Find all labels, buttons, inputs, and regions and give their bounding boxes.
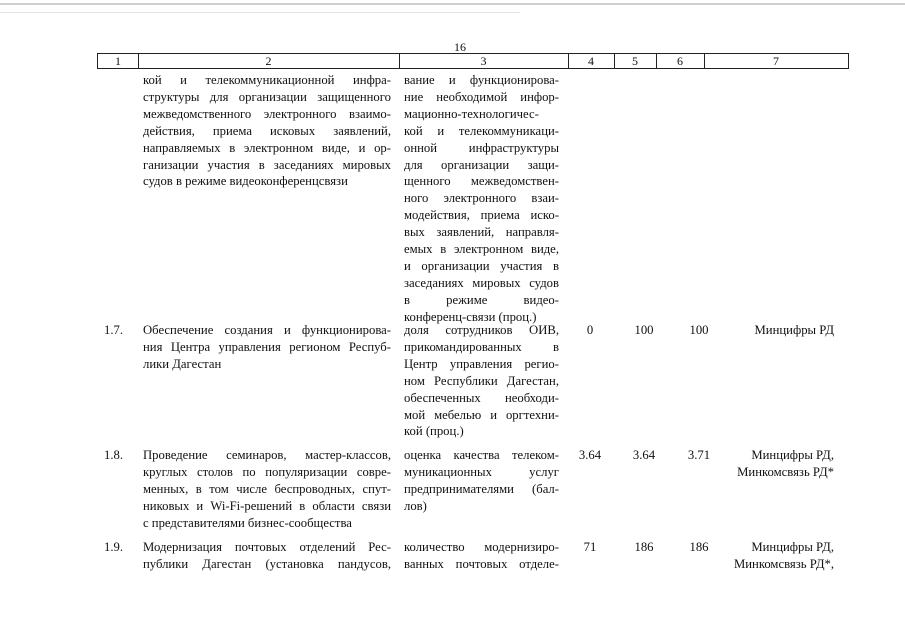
row-activity-text: Проведение семинаров, мастер-классов, круглых столов по популяризации совре- менных, в том числе беспроводных, спут- никовых и Wi-Fi-решений в области связи с представителями бизнес-сообщества: [143, 448, 391, 530]
row-number: 1.8.: [104, 448, 124, 462]
row-value-col6: 3.71: [687, 448, 711, 462]
header-col-5: 5: [632, 54, 638, 68]
row-number: 1.9.: [104, 540, 124, 554]
row-value-col6: 186: [689, 540, 709, 554]
scan-edge-line-secondary: [0, 12, 520, 13]
table-header-row: [97, 53, 849, 69]
row-activity-text: Модернизация почтовых отделений Рес- публики Дагестан (установка пандусов,: [143, 540, 391, 571]
row-value-col4: 71: [583, 540, 597, 554]
row-value-col5: 3.64: [632, 448, 656, 462]
row-indicator-text: количество модернизиро- ванных почтовых отделе-: [404, 540, 559, 571]
header-col-6: 6: [677, 54, 683, 68]
row-indicator-text: оценка качества телеком- муникационных услуг предпринимателями (бал- лов): [404, 448, 559, 513]
header-col-3: 3: [480, 54, 487, 68]
row-value-col4: 3.64: [578, 448, 602, 462]
row-indicator-text: доля сотрудников ОИВ, прикомандированных в Центр управления регио- ном Республики Дагестан, обеспеченных необходи- мой мебелью и оргтехни- кой (проц.): [404, 323, 559, 439]
scan-edge-line: [0, 3, 905, 5]
header-col-2: 2: [265, 54, 272, 68]
page-number: 16: [454, 40, 466, 54]
row-value-col4: 0: [586, 323, 594, 337]
row-activity-text: Обеспечение создания и функционирова- ния Центра управления регионом Респуб- лики Дагестан: [143, 323, 391, 371]
row-value-col5: 100: [634, 323, 654, 337]
cont-col3-text: вание и функционирова- ние необходимой инфор- мационно-технологичес- кой и телекоммуникаци- онной инфраструктуры для организации защи- щенного межведомствен- ного электронного взаи- модействия, приема иско- вых заявлений, направля- емых в электронном виде, и организации участия в заседаниях мировых судов в режиме видео- конференц-связи (проц.): [404, 73, 559, 324]
row-executor: Минцифры РД, Минкомсвязь РД*: [737, 448, 834, 479]
row-value-col5: 186: [634, 540, 654, 554]
header-col-4: 4: [588, 54, 594, 68]
cont-col2-text: кой и телекоммуникационной инфра- структуры для организации защищенного межведомственного электронного взаимо- действия, приема исковых заявлений, направляемых в электронном виде, и ор- ганизации участия в заседаниях мировых судов в режиме видеоконференцсвязи: [143, 73, 391, 189]
header-col-7: 7: [773, 54, 779, 68]
row-executor: Минцифры РД: [754, 323, 834, 337]
row-number: 1.7.: [104, 323, 124, 337]
row-value-col6: 100: [689, 323, 709, 337]
header-col-1: 1: [115, 54, 121, 68]
row-executor: Минцифры РД, Минкомсвязь РД*,: [733, 540, 834, 571]
